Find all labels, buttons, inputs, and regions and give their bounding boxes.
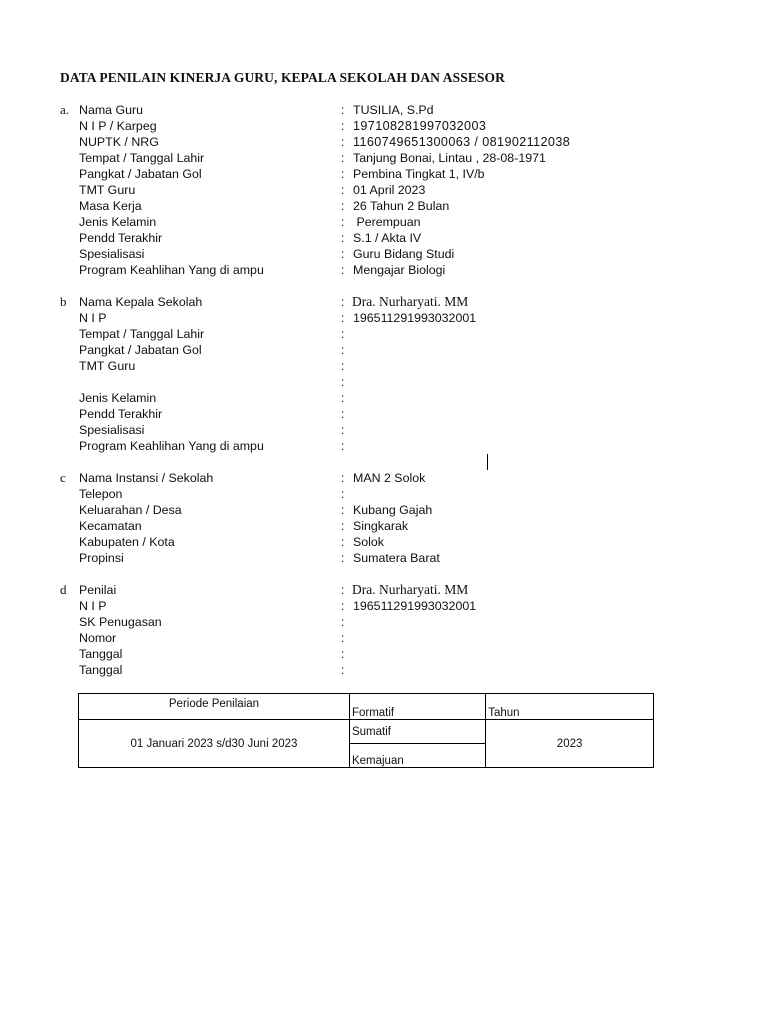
row-tanggal (0, 646, 768, 662)
period-header: Periode Penilaian (79, 694, 350, 720)
colon: : (341, 183, 345, 197)
row-kecamatan (0, 518, 768, 534)
colon: : (341, 343, 345, 357)
field-label: Tanggal (79, 647, 123, 661)
field-value: Mengajar Biologi (353, 263, 446, 277)
colon: : (341, 231, 345, 245)
field-label: Kabupaten / Kota (79, 535, 175, 549)
colon: : (341, 631, 345, 645)
period-table (78, 693, 654, 768)
field-label: Program Keahlihan Yang di ampu (79, 263, 264, 277)
field-label: Spesialisasi (79, 423, 145, 437)
field-value: Perempuan (353, 215, 421, 229)
colon: : (341, 391, 345, 405)
field-label: Nama Instansi / Sekolah (79, 471, 214, 485)
field-label: Pendd Terakhir (79, 407, 163, 421)
field-label: Jenis Kelamin (79, 391, 157, 405)
row-tmt-guru (0, 182, 768, 198)
row-penilai (0, 582, 768, 598)
year-value: 2023 (486, 720, 654, 768)
row-spesialisasi (0, 422, 768, 438)
row-sk-penugasan (0, 614, 768, 630)
colon: : (341, 599, 345, 613)
field-value: Dra. Nurharyati. MM (352, 582, 469, 597)
row-nama-kepala-sekolah (0, 294, 768, 310)
field-label: TMT Guru (79, 183, 136, 197)
field-label: Tempat / Tanggal Lahir (79, 151, 205, 165)
field-value: Sumatera Barat (353, 551, 440, 565)
field-value: 1160749651300063 / 081902112038 (353, 135, 571, 149)
colon: : (341, 471, 345, 485)
colon: : (341, 407, 345, 421)
section-letter-a: a. (60, 102, 70, 117)
row-nama-guru (0, 102, 768, 118)
field-label: N I P (79, 311, 107, 325)
row-nip (0, 310, 768, 326)
row-telepon (0, 486, 768, 502)
field-label: N I P / Karpeg (79, 119, 157, 133)
row-program-keahlihan (0, 438, 768, 454)
field-value: Guru Bidang Studi (353, 247, 455, 261)
section-letter-d: d (60, 582, 67, 597)
colon: : (341, 167, 345, 181)
colon: : (341, 503, 345, 517)
row-tempat-tanggal-lahir (0, 326, 768, 342)
row-keluarahan (0, 502, 768, 518)
field-label: Masa Kerja (79, 199, 142, 213)
colon: : (341, 135, 345, 149)
colon: : (341, 375, 345, 389)
colon: : (341, 583, 345, 597)
row-masa-kerja (0, 198, 768, 214)
colon: : (341, 487, 345, 501)
field-label: Spesialisasi (79, 247, 145, 261)
colon: : (341, 663, 345, 677)
row-pendd-terakhir (0, 230, 768, 246)
row-blank (0, 374, 768, 390)
row-jenis-kelamin (0, 214, 768, 230)
field-label: N I P (79, 599, 107, 613)
field-label: Propinsi (79, 551, 124, 565)
field-value: Dra. Nurharyati. MM (352, 294, 469, 309)
field-label: Penilai (79, 583, 117, 597)
field-value: 26 Tahun 2 Bulan (353, 199, 450, 213)
colon: : (341, 439, 345, 453)
tahun-header: Tahun (486, 694, 654, 720)
colon: : (341, 327, 345, 341)
field-value: 197108281997032003 (353, 119, 487, 133)
period-value: 01 Januari 2023 s/d30 Juni 2023 (79, 720, 350, 768)
kemajuan-cell: Kemajuan (349, 744, 485, 768)
text-cursor (487, 454, 488, 470)
field-label: Pendd Terakhir (79, 231, 163, 245)
row-spesialisasi (0, 246, 768, 262)
colon: : (341, 263, 345, 277)
page-title: DATA PENILAIN KINERJA GURU, KEPALA SEKOLAH DAN ASSESOR (60, 70, 505, 85)
colon: : (341, 647, 345, 661)
field-value: 196511291993032001 (353, 311, 477, 325)
field-value: Tanjung Bonai, Lintau , 28-08-1971 (353, 151, 546, 165)
field-value: Kubang Gajah (353, 503, 433, 517)
colon: : (341, 311, 345, 325)
field-label: Pangkat / Jabatan Gol (79, 167, 202, 181)
field-label: Jenis Kelamin (79, 215, 157, 229)
field-label: Tempat / Tanggal Lahir (79, 327, 205, 341)
colon: : (341, 215, 345, 229)
field-label: Pangkat / Jabatan Gol (79, 343, 202, 357)
row-nomor (0, 630, 768, 646)
colon: : (341, 199, 345, 213)
row-pangkat-jabatan (0, 166, 768, 182)
colon: : (341, 535, 345, 549)
field-label: SK Penugasan (79, 615, 162, 629)
field-label: Keluarahan / Desa (79, 503, 182, 517)
row-kabupaten (0, 534, 768, 550)
colon: : (341, 423, 345, 437)
colon: : (341, 103, 345, 117)
row-program-keahlihan (0, 262, 768, 278)
formatif-cell: Formatif (349, 694, 485, 720)
row-propinsi (0, 550, 768, 566)
row-jenis-kelamin (0, 390, 768, 406)
row-nama-instansi (0, 470, 768, 486)
row-pendd-terakhir (0, 406, 768, 422)
field-value: MAN 2 Solok (353, 471, 426, 485)
field-value: Singkarak (353, 519, 409, 533)
field-label: Nama Guru (79, 103, 144, 117)
colon: : (341, 615, 345, 629)
row-nip (0, 598, 768, 614)
row-nip-karpeg (0, 118, 768, 134)
field-label: Kecamatan (79, 519, 142, 533)
field-label: Nomor (79, 631, 117, 645)
field-value: 01 April 2023 (353, 183, 426, 197)
row-tmt-guru (0, 358, 768, 374)
colon: : (341, 151, 345, 165)
field-value: Solok (353, 535, 384, 549)
row-pangkat-jabatan (0, 342, 768, 358)
row-tanggal (0, 662, 768, 678)
field-value: TUSILIA, S.Pd (353, 103, 434, 117)
colon: : (341, 295, 345, 309)
field-label: Tanggal (79, 663, 123, 677)
field-label: TMT Guru (79, 359, 136, 373)
field-value: Pembina Tingkat 1, IV/b (353, 167, 485, 181)
colon: : (341, 119, 345, 133)
colon: : (341, 359, 345, 373)
field-value: 196511291993032001 (353, 599, 477, 613)
colon: : (341, 247, 345, 261)
field-label: Telepon (79, 487, 123, 501)
colon: : (341, 519, 345, 533)
field-label: Nama Kepala Sekolah (79, 295, 203, 309)
section-letter-b: b (60, 294, 67, 309)
field-label: NUPTK / NRG (79, 135, 159, 149)
sumatif-cell: Sumatif (349, 720, 485, 744)
field-label: Program Keahlihan Yang di ampu (79, 439, 264, 453)
field-value: S.1 / Akta IV (353, 231, 422, 245)
colon: : (341, 551, 345, 565)
section-letter-c: c (60, 470, 66, 485)
row-nuptk-nrg (0, 134, 768, 150)
row-tempat-tanggal-lahir (0, 150, 768, 166)
